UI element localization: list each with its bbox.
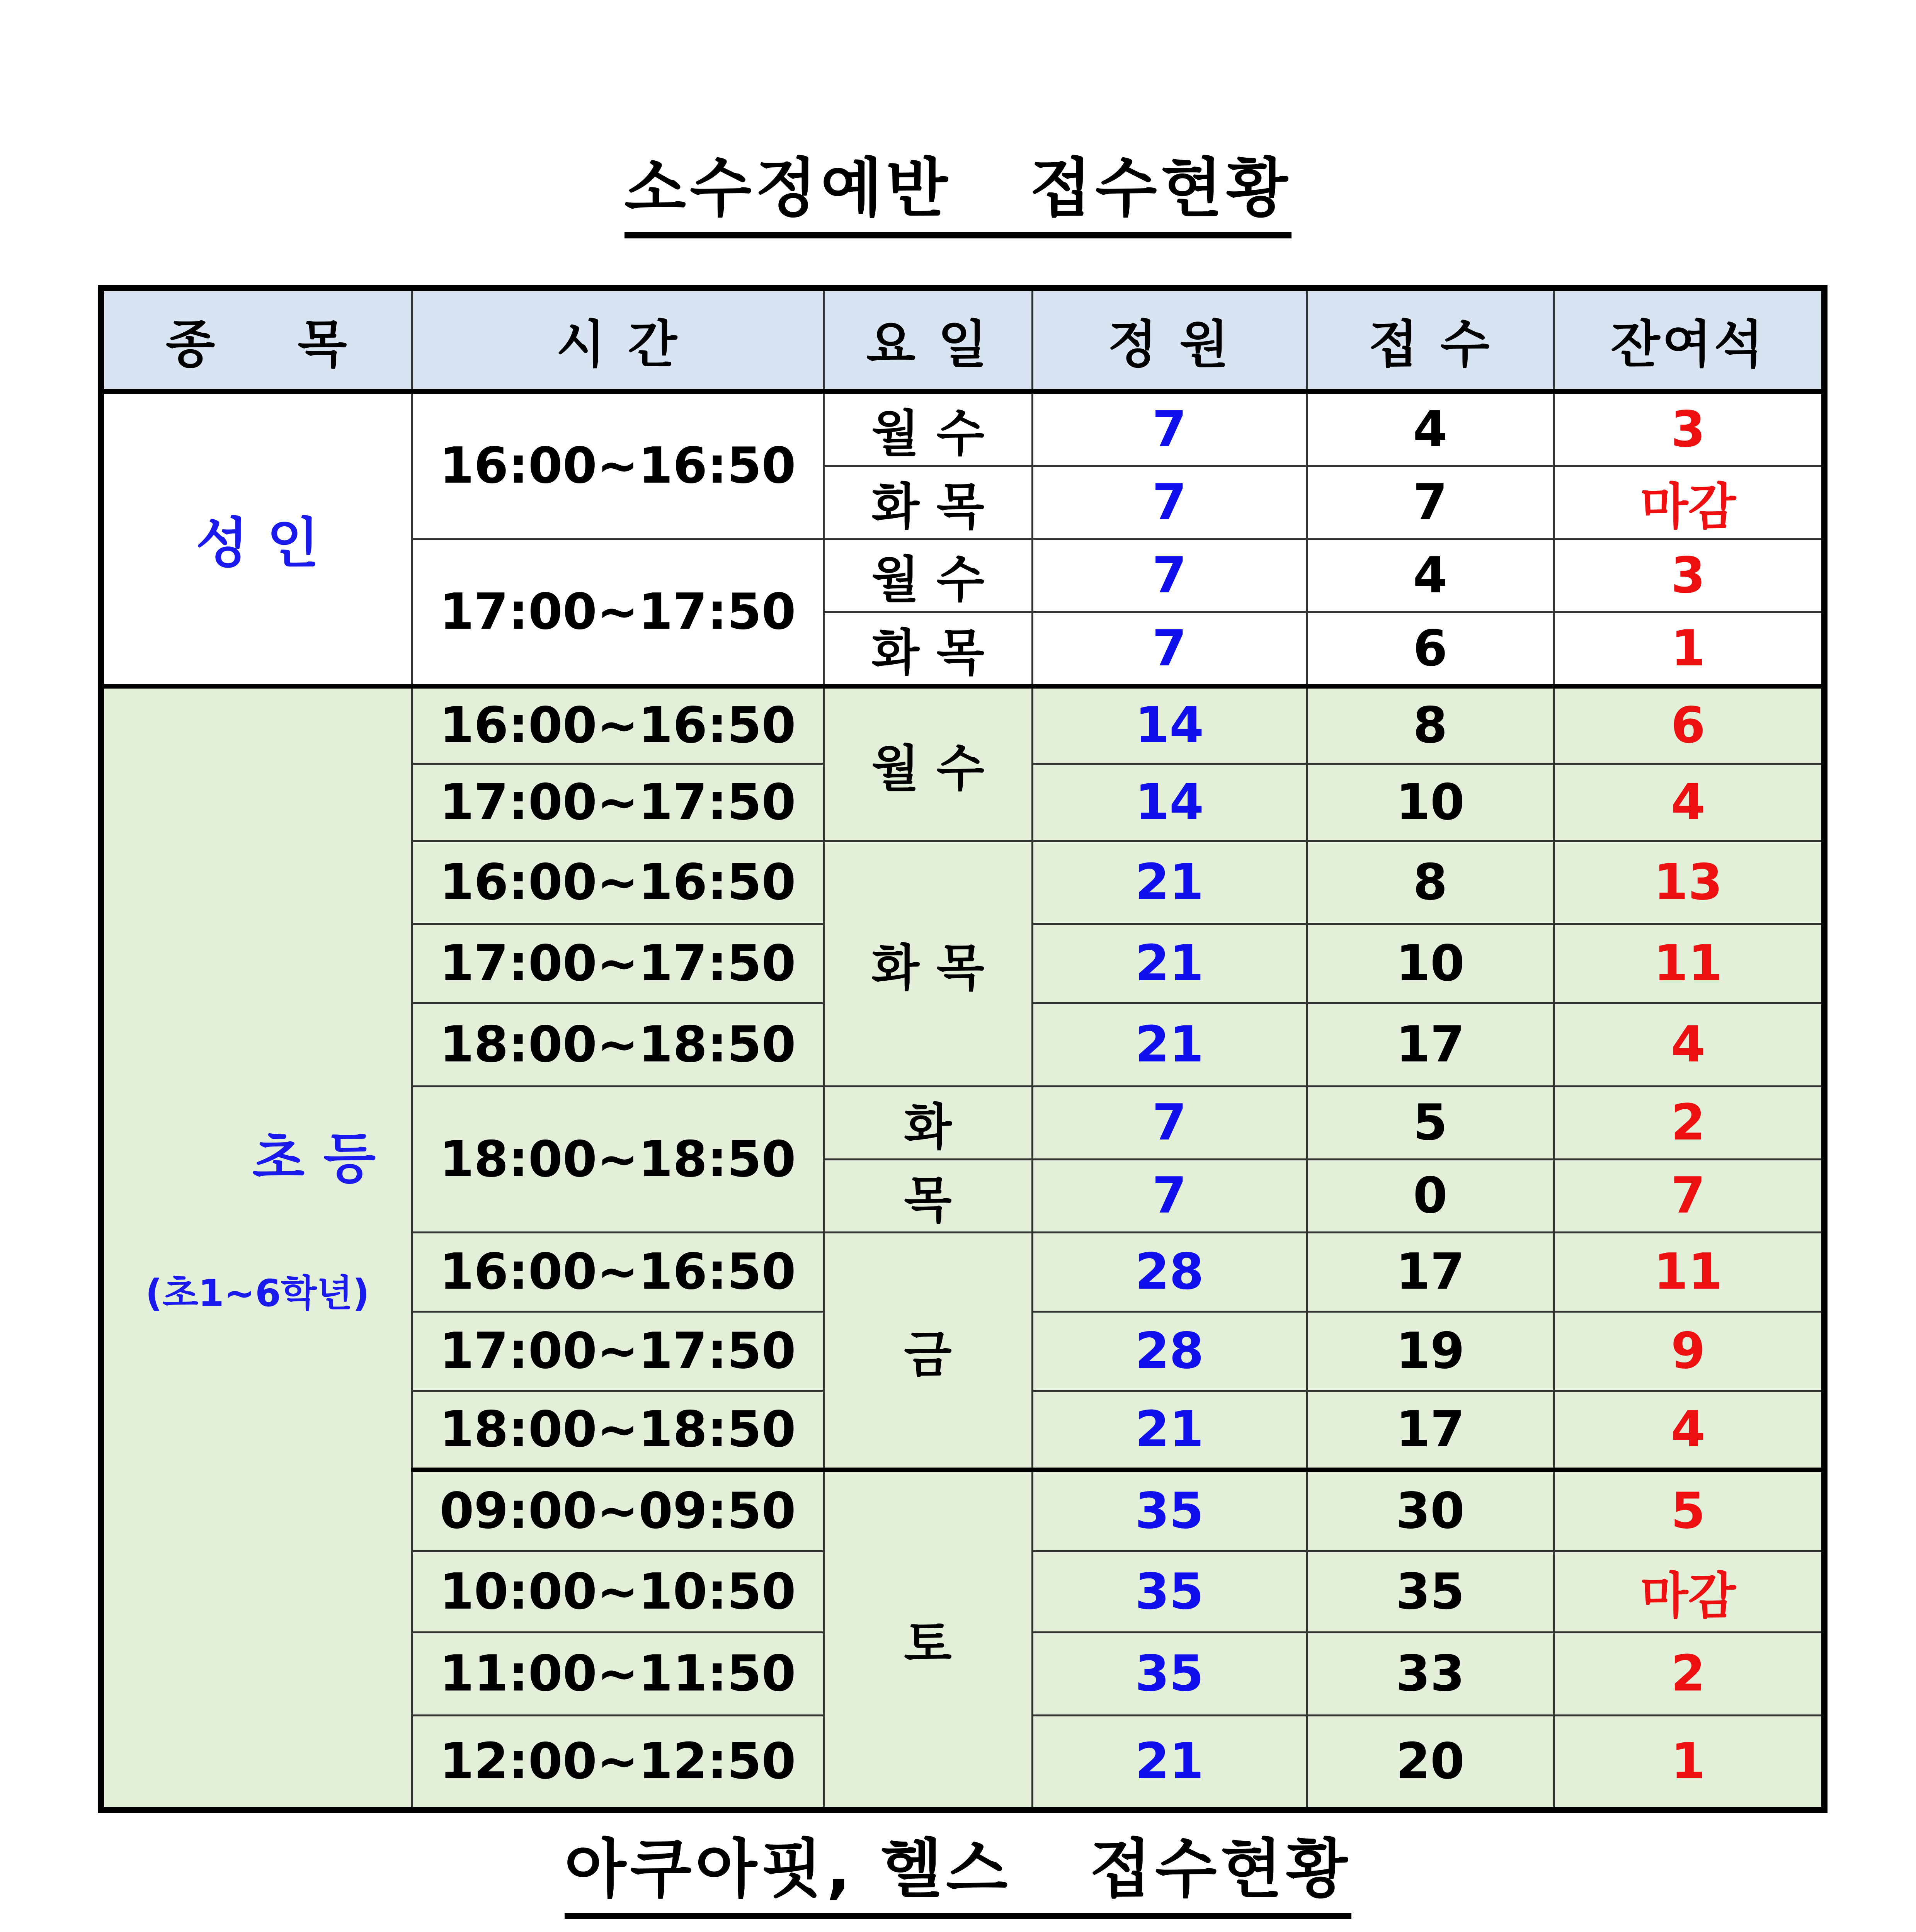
time-cell: 16:00~16:50 <box>412 686 824 764</box>
time-cell: 16:00~16:50 <box>412 841 824 924</box>
swim-title <box>0 137 1916 229</box>
day-cell: 월 수 <box>824 539 1032 612</box>
time-cell: 17:00~17:50 <box>412 539 824 687</box>
remaining-cell: 13 <box>1554 841 1824 924</box>
capacity-cell: 21 <box>1032 924 1307 1003</box>
time-cell: 11:00~11:50 <box>412 1632 824 1715</box>
registered-cell: 30 <box>1307 1470 1554 1551</box>
remaining-cell: 3 <box>1554 391 1824 466</box>
capacity-cell: 28 <box>1032 1311 1307 1391</box>
remaining-cell: 3 <box>1554 539 1824 612</box>
time-cell: 16:00~16:50 <box>412 391 824 539</box>
remaining-cell: 마감 <box>1554 1551 1824 1632</box>
capacity-cell: 14 <box>1032 764 1307 841</box>
capacity-cell: 35 <box>1032 1470 1307 1551</box>
day-cell: 금 <box>824 1232 1032 1470</box>
swim-title-underlined <box>624 151 1292 238</box>
aqua-title-underlined <box>565 1832 1351 1919</box>
remaining-cell: 6 <box>1554 686 1824 764</box>
swim-title-main: 소수정예반 <box>624 151 952 225</box>
day-cell: 화 목 <box>824 612 1032 687</box>
remaining-cell: 5 <box>1554 1470 1824 1551</box>
registered-cell: 6 <box>1307 612 1554 687</box>
remaining-cell: 4 <box>1554 764 1824 841</box>
registered-cell: 7 <box>1307 466 1554 539</box>
registered-cell: 10 <box>1307 924 1554 1003</box>
registered-cell: 35 <box>1307 1551 1554 1632</box>
swim-title-status: 접수현황 <box>1029 151 1292 225</box>
remaining-cell: 1 <box>1554 1715 1824 1810</box>
remaining-cell: 11 <box>1554 1232 1824 1311</box>
capacity-cell: 35 <box>1032 1551 1307 1632</box>
registered-cell: 17 <box>1307 1232 1554 1311</box>
time-cell: 17:00~17:50 <box>412 764 824 841</box>
header-day: 요 일 <box>824 288 1032 391</box>
remaining-cell: 4 <box>1554 1003 1824 1086</box>
remaining-cell: 11 <box>1554 924 1824 1003</box>
time-cell: 16:00~16:50 <box>412 1232 824 1311</box>
registered-cell: 4 <box>1307 539 1554 612</box>
capacity-cell: 14 <box>1032 686 1307 764</box>
remaining-cell: 9 <box>1554 1311 1824 1391</box>
remaining-cell: 마감 <box>1554 466 1824 539</box>
day-cell: 화 <box>824 1086 1032 1159</box>
time-cell: 18:00~18:50 <box>412 1003 824 1086</box>
registered-cell: 33 <box>1307 1632 1554 1715</box>
remaining-cell: 1 <box>1554 612 1824 687</box>
time-cell: 18:00~18:50 <box>412 1086 824 1232</box>
time-cell: 12:00~12:50 <box>412 1715 824 1810</box>
capacity-cell: 21 <box>1032 1715 1307 1810</box>
header-remaining: 잔여석 <box>1554 288 1824 391</box>
table-header-row <box>101 288 1824 391</box>
swim-registration-table <box>98 285 1828 1813</box>
time-cell: 17:00~17:50 <box>412 924 824 1003</box>
aqua-title-status: 접수현황 <box>1089 1832 1352 1906</box>
day-cell: 월 수 <box>824 391 1032 466</box>
capacity-cell: 7 <box>1032 466 1307 539</box>
capacity-cell: 7 <box>1032 612 1307 687</box>
capacity-cell: 7 <box>1032 391 1307 466</box>
capacity-cell: 7 <box>1032 539 1307 612</box>
day-cell: 토 <box>824 1470 1032 1810</box>
capacity-cell: 21 <box>1032 1391 1307 1470</box>
registered-cell: 8 <box>1307 841 1554 924</box>
registered-cell: 17 <box>1307 1003 1554 1086</box>
category-elementary-label: 초 등 <box>252 1128 376 1190</box>
capacity-cell: 35 <box>1032 1632 1307 1715</box>
time-cell: 10:00~10:50 <box>412 1551 824 1632</box>
remaining-cell: 2 <box>1554 1086 1824 1159</box>
capacity-cell: 7 <box>1032 1086 1307 1159</box>
remaining-cell: 4 <box>1554 1391 1824 1470</box>
registered-cell: 10 <box>1307 764 1554 841</box>
category-adult: 성 인 <box>101 391 412 686</box>
category-elementary-sub: (초1~6학년) <box>145 1272 370 1315</box>
time-cell: 09:00~09:50 <box>412 1470 824 1551</box>
day-cell: 월 수 <box>824 686 1032 841</box>
registered-cell: 4 <box>1307 391 1554 466</box>
header-registered: 접 수 <box>1307 288 1554 391</box>
header-time: 시 간 <box>412 288 824 391</box>
time-cell: 18:00~18:50 <box>412 1391 824 1470</box>
remaining-cell: 2 <box>1554 1632 1824 1715</box>
registered-cell: 20 <box>1307 1715 1554 1810</box>
time-cell: 17:00~17:50 <box>412 1311 824 1391</box>
day-cell: 화 목 <box>824 841 1032 1086</box>
category-elementary <box>101 686 412 1810</box>
registered-cell: 5 <box>1307 1086 1554 1159</box>
registered-cell: 0 <box>1307 1159 1554 1232</box>
registered-cell: 8 <box>1307 686 1554 764</box>
capacity-cell: 21 <box>1032 841 1307 924</box>
day-cell: 화 목 <box>824 466 1032 539</box>
aqua-title-main: 아쿠아핏, 헬스 <box>564 1832 1012 1906</box>
table-row <box>101 686 1824 764</box>
registered-cell: 17 <box>1307 1391 1554 1470</box>
table-row <box>101 391 1824 466</box>
registered-cell: 19 <box>1307 1311 1554 1391</box>
remaining-cell: 7 <box>1554 1159 1824 1232</box>
header-capacity: 정 원 <box>1032 288 1307 391</box>
capacity-cell: 28 <box>1032 1232 1307 1311</box>
header-category: 종 목 <box>101 288 412 391</box>
capacity-cell: 21 <box>1032 1003 1307 1086</box>
capacity-cell: 7 <box>1032 1159 1307 1232</box>
aqua-title <box>0 1818 1916 1910</box>
day-cell: 목 <box>824 1159 1032 1232</box>
